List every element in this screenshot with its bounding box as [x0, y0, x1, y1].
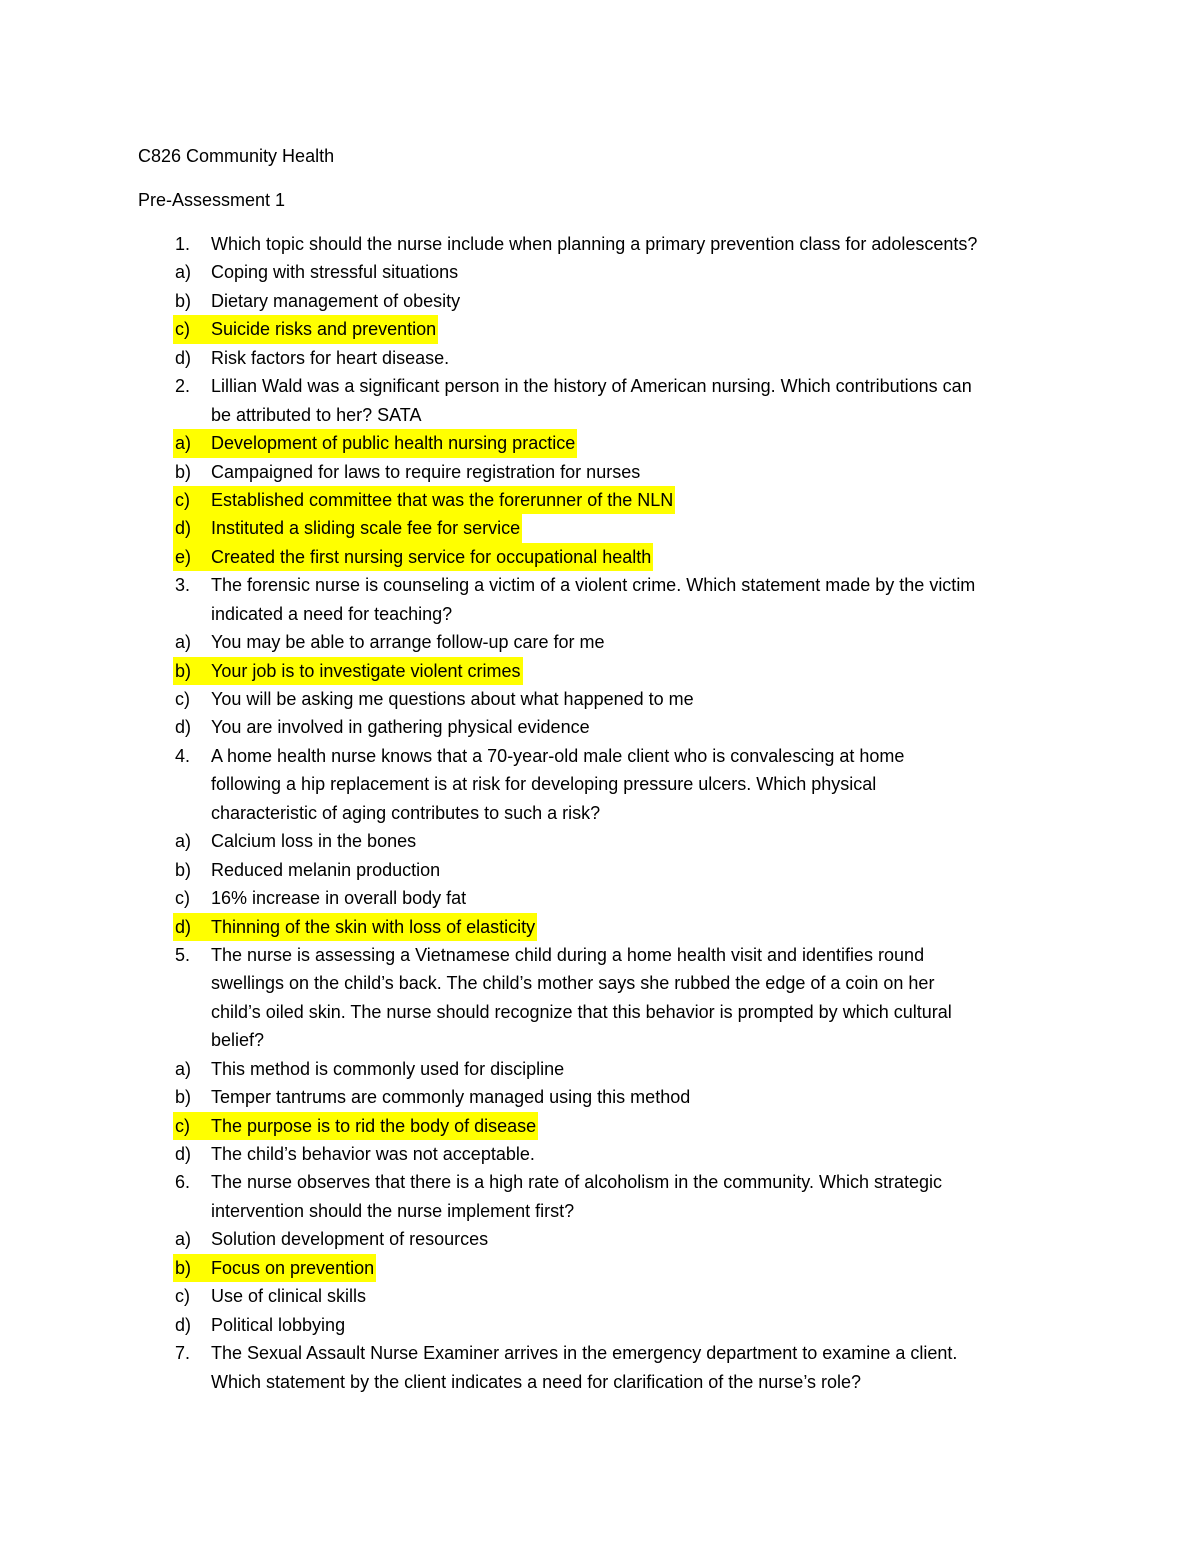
list-text: Which statement by the client indicates a need for clarification of the nurse’s role?: [211, 1371, 862, 1392]
list-marker: d): [175, 347, 192, 368]
answer-option: [0, 1282, 1200, 1310]
list-text: The forensic nurse is counseling a victim of a violent crime. Which statement made by the victim: [211, 575, 976, 596]
list-text: Coping with stressful situations: [211, 262, 459, 283]
list-text: Use of clinical skills: [211, 1286, 367, 1307]
list-text: Thinning of the skin with loss of elasticity: [211, 913, 537, 941]
list-marker: d): [173, 514, 211, 542]
list-marker: b): [175, 290, 192, 311]
question-line: [0, 941, 1200, 969]
list-text: following a hip replacement is at risk for developing pressure ulcers. Which physical: [211, 774, 877, 795]
question-continuation: [0, 1197, 1200, 1225]
list-text: Development of public health nursing practice: [211, 429, 577, 457]
answer-option-highlighted: [0, 657, 1200, 685]
list-marker: 7.: [175, 1343, 191, 1364]
answer-option: [0, 856, 1200, 884]
list-marker: a): [173, 429, 211, 457]
answer-option: [0, 685, 1200, 713]
document-subtitle: Pre-Assessment 1: [138, 190, 286, 210]
list-text: Solution development of resources: [211, 1229, 489, 1250]
list-marker: 5.: [175, 944, 191, 965]
list-text: The purpose is to rid the body of disease: [211, 1112, 538, 1140]
question-line: [0, 372, 1200, 400]
answer-option: [0, 287, 1200, 315]
list-marker: b): [173, 1254, 211, 1282]
list-marker: 2.: [175, 376, 191, 397]
answer-option: [0, 628, 1200, 656]
list-text: The child’s behavior was not acceptable.: [211, 1144, 535, 1164]
question-line: [0, 742, 1200, 770]
question-continuation: [0, 799, 1200, 827]
question-continuation: [0, 770, 1200, 798]
list-marker: 1.: [175, 234, 191, 254]
list-marker: a): [175, 1229, 192, 1250]
list-marker: c): [173, 486, 211, 514]
answer-option: [0, 827, 1200, 855]
list-text: A home health nurse knows that a 70-year-old male client who is convalescing at home: [211, 745, 905, 766]
question-line: [0, 1339, 1200, 1367]
list-text: Political lobbying: [211, 1314, 346, 1335]
list-marker: d): [175, 1314, 192, 1335]
question-line: [0, 571, 1200, 599]
list-marker: c): [175, 888, 190, 909]
document-title: C826 Community Health: [138, 146, 335, 166]
list-text: Temper tantrums are commonly managed using this method: [211, 1087, 691, 1108]
list-text: Reduced melanin production: [211, 859, 441, 880]
question-line: [0, 230, 1200, 258]
question-continuation: [0, 401, 1200, 429]
list-text: child’s oiled skin. The nurse should recognize that this behavior is prompted by which cultural: [211, 1001, 952, 1022]
list-text: Lillian Wald was a significant person in the history of American nursing. Which contributions can: [211, 376, 972, 397]
list-marker: a): [175, 262, 192, 283]
answer-option: [0, 1140, 1200, 1168]
list-marker: d): [175, 1144, 192, 1164]
list-marker: c): [173, 315, 211, 343]
list-text: 16% increase in overall body fat: [211, 888, 467, 909]
list-text: Your job is to investigate violent crimes: [211, 657, 523, 685]
list-text: The nurse observes that there is a high rate of alcoholism in the community. Which strategic: [211, 1172, 943, 1193]
list-text: Instituted a sliding scale fee for service: [211, 514, 522, 542]
answer-option: [0, 344, 1200, 372]
answer-option-highlighted: [0, 429, 1200, 457]
question-line: [0, 1168, 1200, 1196]
list-marker: c): [173, 1112, 211, 1140]
list-text: Risk factors for heart disease.: [211, 347, 450, 368]
answer-option: [0, 1311, 1200, 1339]
question-continuation: [0, 1026, 1200, 1054]
list-text: Created the first nursing service for occupational health: [211, 543, 653, 571]
list-marker: e): [173, 543, 211, 571]
list-text: indicated a need for teaching?: [211, 603, 453, 624]
answer-option: [0, 713, 1200, 741]
answer-option: [0, 1225, 1200, 1253]
question-continuation: [0, 600, 1200, 628]
list-marker: a): [175, 831, 192, 852]
question-continuation: [0, 969, 1200, 997]
list-marker: b): [175, 461, 192, 482]
list-text: Which topic should the nurse include when planning a primary prevention class for adolescents?: [211, 234, 978, 254]
list-text: Dietary management of obesity: [211, 290, 461, 311]
answer-option-highlighted: [0, 543, 1200, 571]
list-text: intervention should the nurse implement first?: [211, 1200, 575, 1221]
answer-option: [0, 1083, 1200, 1111]
list-text: Focus on prevention: [211, 1254, 376, 1282]
list-text: The Sexual Assault Nurse Examiner arrives in the emergency department to examine a client.: [211, 1343, 958, 1364]
list-text: You may be able to arrange follow-up care for me: [211, 632, 605, 653]
answer-option-highlighted: [0, 1254, 1200, 1282]
answer-option: [0, 884, 1200, 912]
list-marker: a): [175, 632, 192, 653]
list-text: The nurse is assessing a Vietnamese child during a home health visit and identifies round: [211, 944, 925, 965]
list-marker: c): [175, 689, 190, 709]
list-marker: b): [175, 859, 192, 880]
answer-option-highlighted: [0, 514, 1200, 542]
list-text: You will be asking me questions about what happened to me: [211, 689, 694, 709]
list-marker: d): [173, 913, 211, 941]
list-text: Campaigned for laws to require registration for nurses: [211, 461, 641, 482]
list-text: Calcium loss in the bones: [211, 831, 417, 852]
answer-option-highlighted: [0, 486, 1200, 514]
answer-option-highlighted: [0, 913, 1200, 941]
list-text: This method is commonly used for discipline: [211, 1058, 565, 1079]
answer-option: [0, 1055, 1200, 1083]
list-text: Suicide risks and prevention: [211, 315, 438, 343]
answer-option: [0, 458, 1200, 486]
list-text: Established committee that was the forerunner of the NLN: [211, 486, 675, 514]
list-marker: 4.: [175, 745, 191, 766]
list-text: be attributed to her? SATA: [211, 404, 422, 425]
question-continuation: [0, 998, 1200, 1026]
answer-option-highlighted: [0, 315, 1200, 343]
list-text: You are involved in gathering physical evidence: [211, 717, 590, 738]
list-text: belief?: [211, 1030, 265, 1051]
list-marker: b): [175, 1087, 192, 1108]
list-text: characteristic of aging contributes to such a risk?: [211, 802, 601, 823]
answer-option-highlighted: [0, 1112, 1200, 1140]
list-marker: a): [175, 1058, 192, 1079]
question-continuation: [0, 1368, 1200, 1396]
list-marker: d): [175, 717, 192, 738]
question-list: [0, 230, 1200, 1396]
list-marker: 6.: [175, 1172, 191, 1193]
list-marker: c): [175, 1286, 190, 1307]
list-text: swellings on the child’s back. The child’s mother says she rubbed the edge of a coin on her: [211, 973, 935, 994]
answer-option: [0, 258, 1200, 286]
list-marker: b): [173, 657, 211, 685]
list-marker: 3.: [175, 575, 191, 596]
